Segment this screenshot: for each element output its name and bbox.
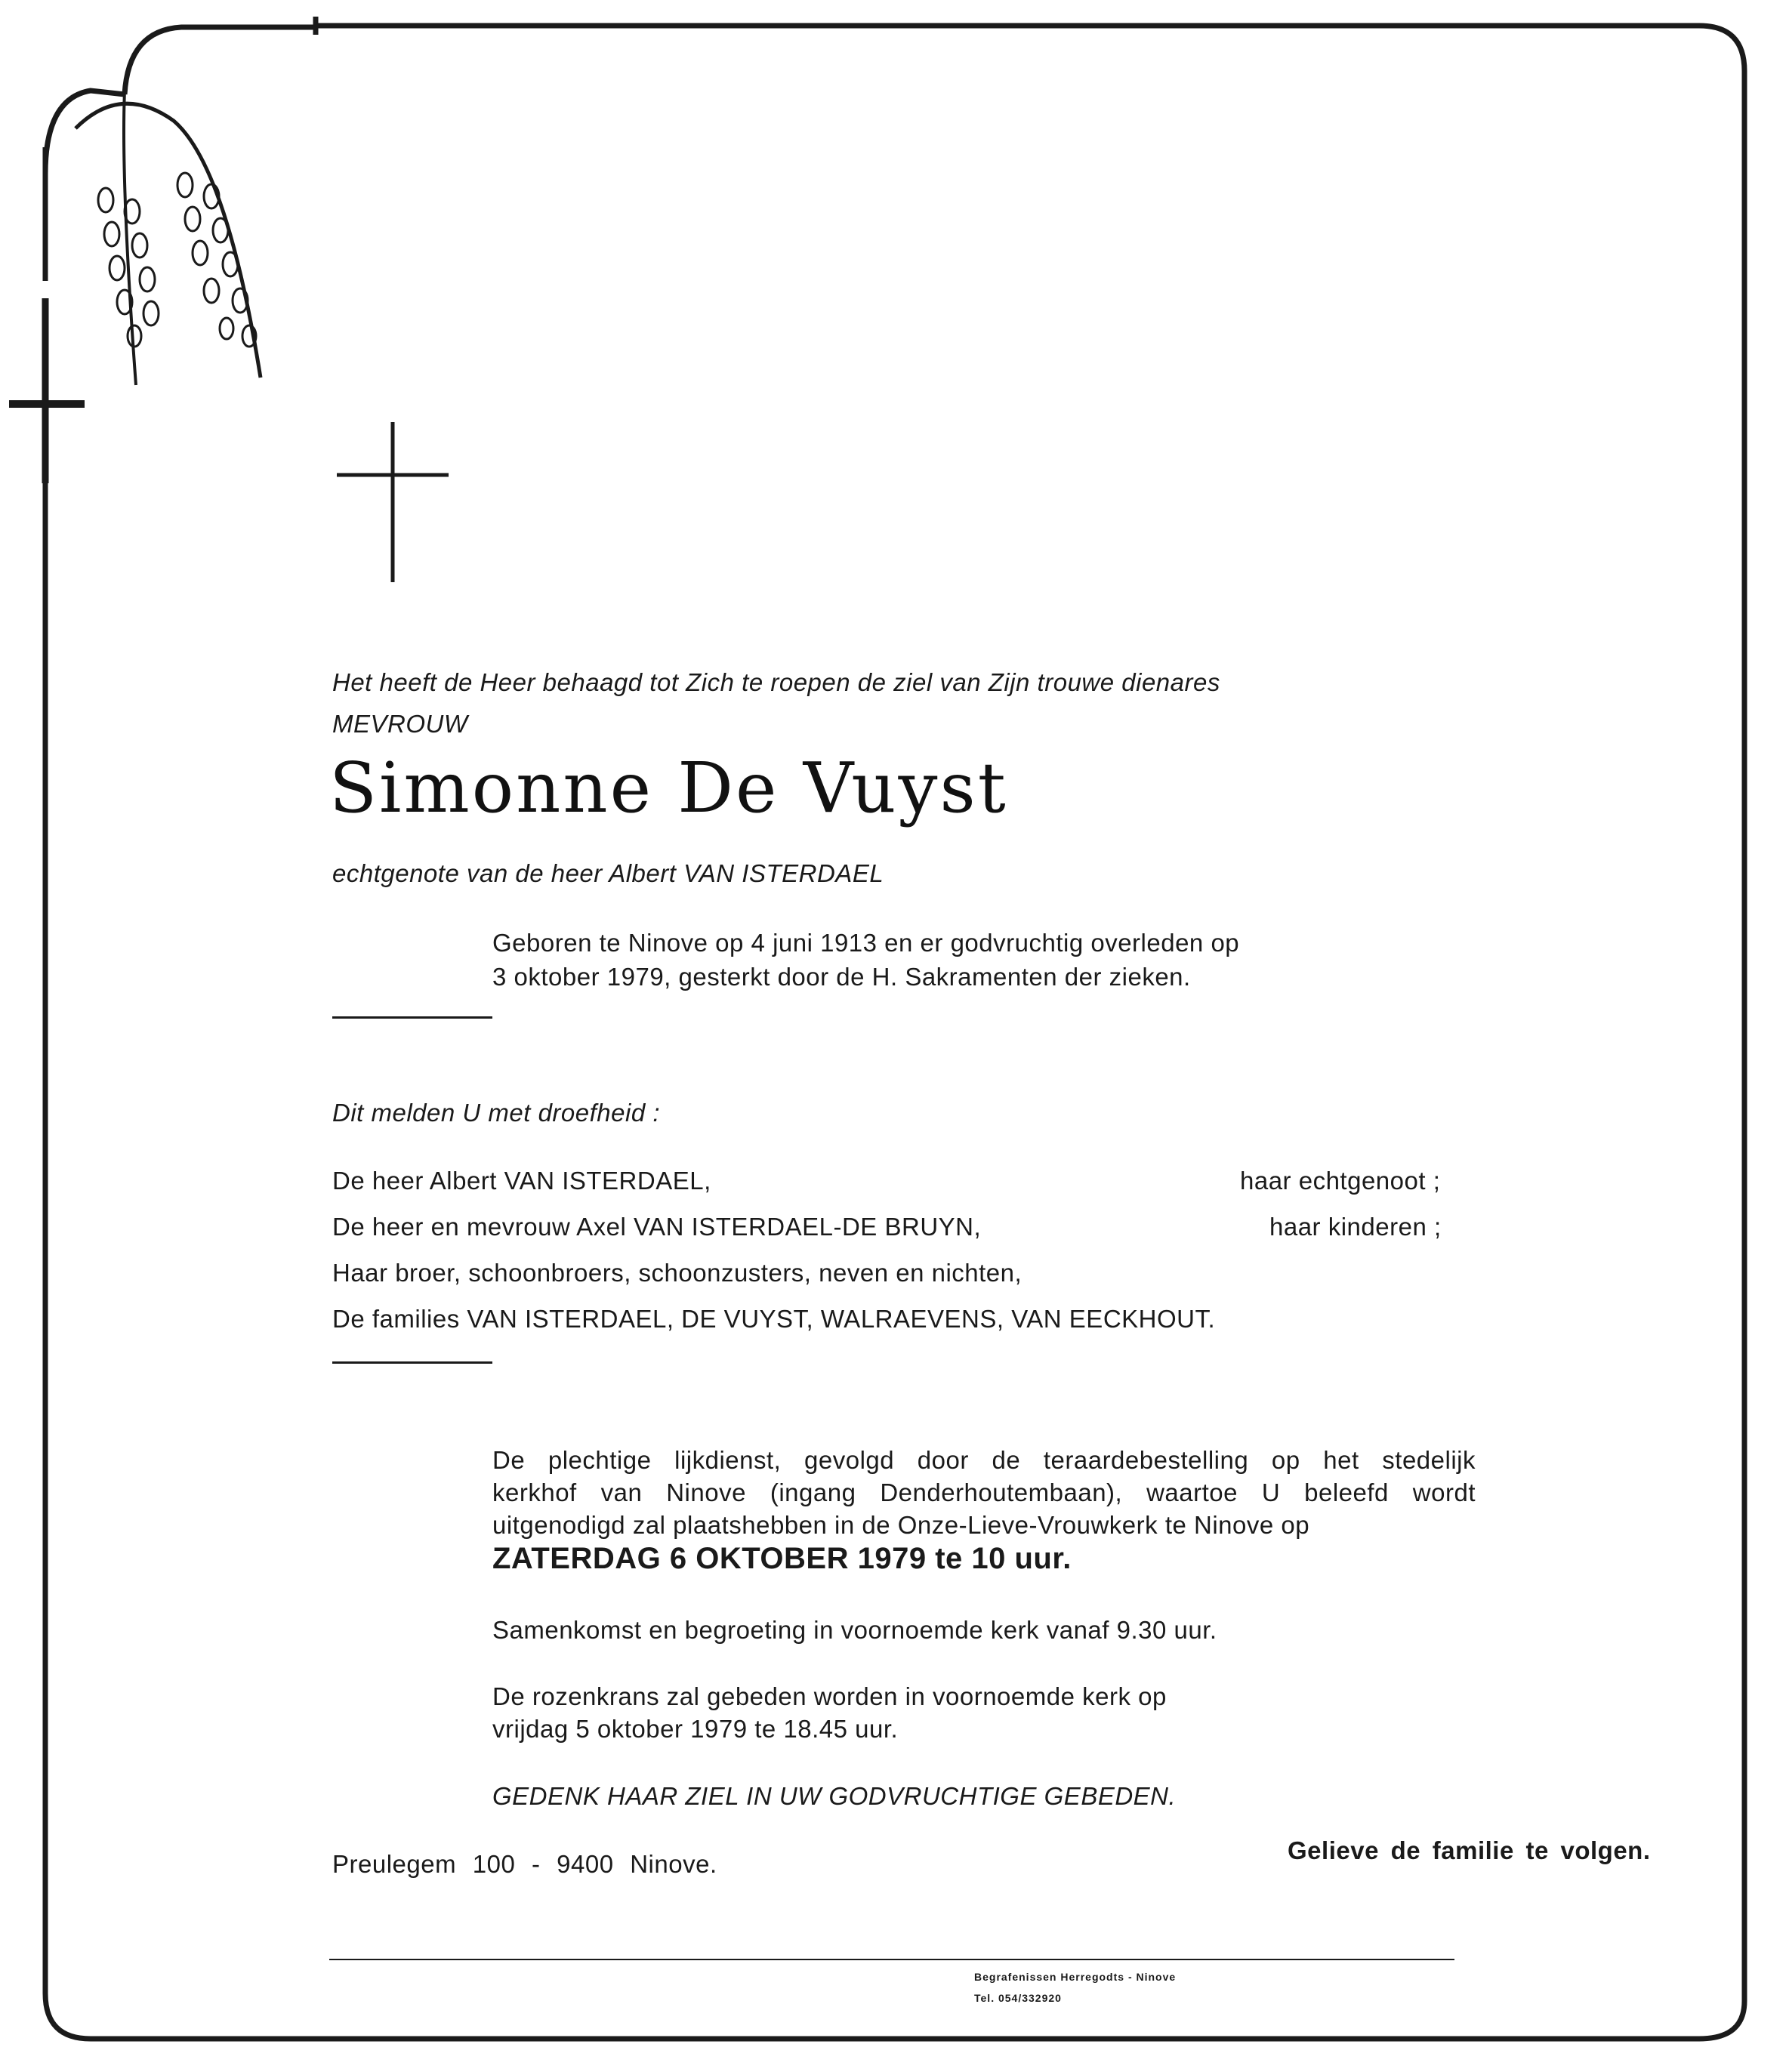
birth-line-1: Geboren te Ninove op 4 juni 1913 en er godvruchtig overleden op bbox=[492, 929, 1240, 957]
wheat-stem-main bbox=[125, 27, 317, 94]
rosary-line-2: vrijdag 5 oktober 1979 te 18.45 uur. bbox=[492, 1715, 899, 1743]
mourner-name-1: De heer Albert VAN ISTERDAEL, bbox=[332, 1167, 711, 1195]
divider-2 bbox=[332, 1361, 492, 1364]
prayer-line: GEDENK HAAR ZIEL IN UW GODVRUCHTIGE GEBEDEN. bbox=[492, 1782, 1177, 1810]
undertaker-tel: Tel. 054/332920 bbox=[974, 1992, 1062, 2004]
follow-note: Gelieve de familie te volgen. bbox=[1288, 1836, 1651, 1864]
service-date: ZATERDAG 6 OKTOBER 1979 te 10 uur. bbox=[492, 1542, 1072, 1575]
birth-line-2: 3 oktober 1979, gesterkt door de H. Sakramenten der zieken. bbox=[492, 963, 1191, 991]
rosary-line-1: De rozenkrans zal gebeden worden in voornoemde kerk op bbox=[492, 1682, 1167, 1710]
service-line-2: kerkhof van Ninove (ingang Denderhoutembaan), waartoe U beleefd wordt bbox=[492, 1478, 1476, 1506]
wheat-ears-icon bbox=[98, 173, 256, 347]
mourner-name-4: De families VAN ISTERDAEL, DE VUYST, WALRAEVENS, VAN EECKHOUT. bbox=[332, 1305, 1216, 1333]
address-line: Preulegem 100 - 9400 Ninove. bbox=[332, 1850, 717, 1878]
deceased-name: Simonne De Vuyst bbox=[329, 748, 1008, 828]
frame-bottom-left-corner bbox=[45, 1993, 91, 2039]
wheat-stem-left bbox=[45, 91, 125, 174]
undertaker-name: Begrafenissen Herregodts - Ninove bbox=[974, 1971, 1177, 1983]
mourner-relation-2: haar kinderen ; bbox=[1269, 1213, 1442, 1241]
service-line-3: uitgenodigd zal plaatshebben in de Onze-Lieve-Vrouwkerk te Ninove op bbox=[492, 1511, 1310, 1539]
announce-heading: Dit melden U met droefheid : bbox=[332, 1099, 661, 1127]
mourner-relation-1: haar echtgenoot ; bbox=[1240, 1167, 1441, 1195]
mourner-name-2: De heer en mevrouw Axel VAN ISTERDAEL-DE BRUYN, bbox=[332, 1213, 982, 1241]
divider-1 bbox=[332, 1016, 492, 1019]
frame-bottom-right-corner bbox=[1699, 2001, 1744, 2039]
service-line-1: De plechtige lijkdienst, gevolgd door de teraardebestelling op het stedelijk bbox=[492, 1446, 1476, 1474]
gathering-line: Samenkomst en begroeting in voornoemde kerk vanaf 9.30 uur. bbox=[492, 1616, 1217, 1644]
frame-top-right-corner bbox=[1699, 26, 1744, 71]
footer-divider bbox=[329, 1959, 1454, 1960]
cross-icon bbox=[332, 419, 453, 585]
spouse-line: echtgenote van de heer Albert VAN ISTERDAEL bbox=[332, 859, 884, 887]
title-prefix: MEVROUW bbox=[332, 710, 468, 738]
mourner-name-3: Haar broer, schoonbroers, schoonzusters, neven en nichten, bbox=[332, 1259, 1023, 1287]
wheat-stem-arc bbox=[76, 103, 261, 378]
intro-line: Het heeft de Heer behaagd tot Zich te roepen de ziel van Zijn trouwe dienares bbox=[332, 668, 1220, 696]
